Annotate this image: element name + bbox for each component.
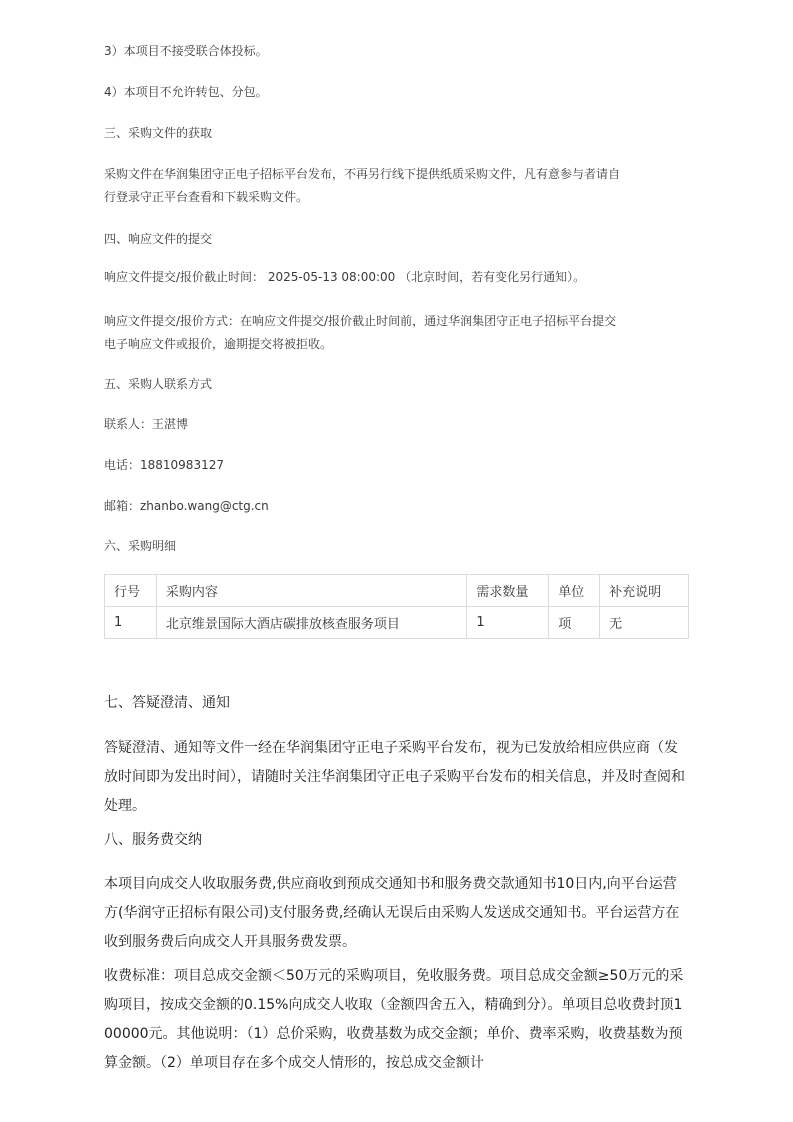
cell-unit: 项 bbox=[549, 607, 600, 639]
table-row bbox=[105, 607, 689, 639]
cell-remarks: 无 bbox=[600, 607, 689, 639]
submission-deadline: 响应文件提交/报价截止时间： 2025-05-13 08:00:00 （北京时间，若有变化另行通知）。 bbox=[104, 270, 586, 284]
section-3-text-line-1: 采购文件在华润集团守正电子招标平台发布，不再另行线下提供纸质采购文件，凡有意参与者请自 bbox=[104, 167, 621, 181]
section-4-heading: 四、响应文件的提交 bbox=[104, 232, 213, 246]
cell-row-no: 1 bbox=[105, 607, 157, 639]
clause-3: 3）本项目不接受联合体投标。 bbox=[104, 44, 268, 58]
contact-person: 联系人：王湛博 bbox=[104, 417, 189, 431]
section-7-text: 答疑澄清、通知等文件一经在华润集团守正电子采购平台发布，视为已发放给相应供应商（发放时间即为发出时间），请随时关注华润集团守正电子采购平台发布的相关信息，并及时查阅和处理。 bbox=[104, 740, 685, 814]
submission-method-line-2: 电子响应文件或报价，逾期提交将被拒收。 bbox=[104, 337, 333, 351]
col-header-content: 采购内容 bbox=[156, 575, 467, 607]
section-7-heading: 七、答疑澄清、通知 bbox=[104, 695, 230, 711]
service-fee-text: 本项目向成交人收取服务费,供应商收到预成交通知书和服务费交款通知书10日内,向平台运营方(华润守正招标有限公司)支付服务费,经确认无误后由采购人发送成交通知书。平台运营方在收到服务费后向成交人开具服务费发票。 bbox=[104, 876, 680, 950]
col-header-unit: 单位 bbox=[549, 575, 600, 607]
contact-email: 邮箱：zhanbo.wang@ctg.cn bbox=[104, 499, 269, 513]
section-6-heading: 六、采购明细 bbox=[104, 539, 177, 553]
col-header-quantity: 需求数量 bbox=[467, 575, 549, 607]
col-header-row-no: 行号 bbox=[105, 575, 157, 607]
cell-quantity: 1 bbox=[467, 607, 549, 639]
table-header-row bbox=[105, 575, 689, 607]
cell-content: 北京维景国际大酒店碳排放核查服务项目 bbox=[156, 607, 467, 639]
section-3-text-line-2: 行登录守正平台查看和下载采购文件。 bbox=[104, 190, 309, 204]
section-3-heading: 三、采购文件的获取 bbox=[104, 126, 213, 140]
section-8-heading: 八、服务费交纳 bbox=[104, 832, 202, 848]
contact-phone: 电话：18810983127 bbox=[104, 458, 224, 472]
col-header-remarks: 补充说明 bbox=[600, 575, 689, 607]
submission-method-line-1: 响应文件提交/报价方式：在响应文件提交/报价截止时间前，通过华润集团守正电子招标平台提交 bbox=[104, 314, 617, 328]
clause-4: 4）本项目不允许转包、分包。 bbox=[104, 85, 268, 99]
fee-standard-text: 收费标准：项目总成交金额＜50万元的采购项目，免收服务费。项目总成交金额≥50万元的采购项目，按成交金额的0.15%向成交人收取（金额四舍五入，精确到分）。单项目总收费封顶100000元。其他说明：（1）总价采购，收费基数为成交金额；单价、费率采购，收费基数为预算金额。（2）单项目存在多个成交人情形的，按总成交金额计 bbox=[104, 968, 684, 1071]
section-5-heading: 五、采购人联系方式 bbox=[104, 377, 213, 391]
procurement-table bbox=[104, 574, 689, 639]
